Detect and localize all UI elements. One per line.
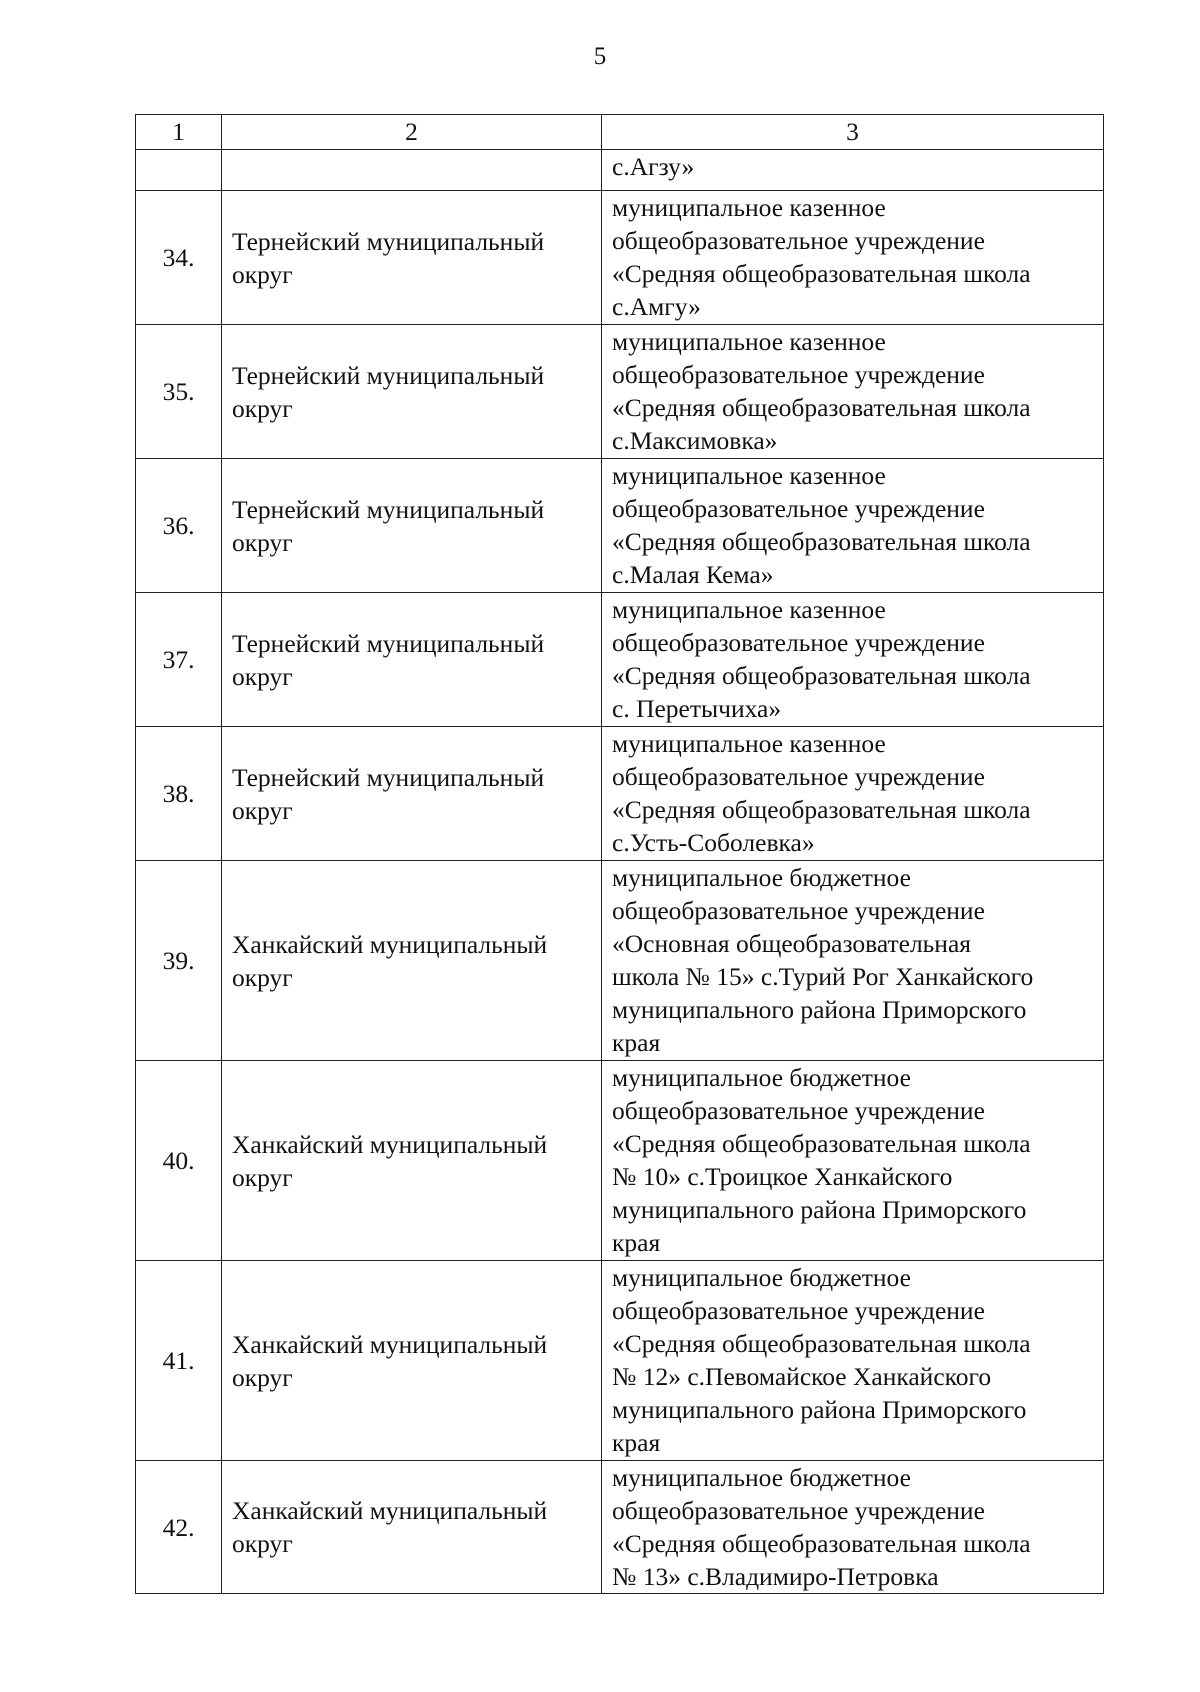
institution-line: муниципальное бюджетное [612, 863, 911, 892]
institutions-table [135, 114, 1104, 1594]
row-number-cell: 40. [136, 1061, 222, 1261]
table-row [136, 861, 1104, 1061]
district-line: округ [232, 393, 293, 423]
institution-cell [602, 150, 1104, 191]
institution-line: края [612, 1428, 661, 1457]
institution-line: с.Агзу» [612, 152, 695, 181]
row-number-cell: 34. [136, 191, 222, 325]
district-line: округ [232, 259, 293, 289]
institution-line: «Средняя общеобразовательная школа [612, 1329, 1031, 1358]
table-row [136, 727, 1104, 861]
page-number: 5 [593, 43, 607, 70]
continuation-row [136, 150, 1104, 191]
institution-line: общеобразовательное учреждение [612, 226, 985, 255]
institution-line: края [612, 1028, 661, 1057]
institution-line: с.Амгу» [612, 292, 701, 321]
row-number-cell: 41. [136, 1261, 222, 1461]
header-col-1: 1 [136, 115, 222, 150]
district-cell [222, 459, 602, 593]
district-line: Ханкайский муниципальный [232, 929, 548, 959]
institution-line: общеобразовательное учреждение [612, 1496, 985, 1525]
district-cell [222, 150, 602, 191]
district-cell [222, 1061, 602, 1261]
row-number-cell: 36. [136, 459, 222, 593]
institution-line: с.Малая Кема» [612, 560, 774, 589]
institution-line: общеобразовательное учреждение [612, 1296, 985, 1325]
institution-line: с. Перетычиха» [612, 694, 782, 723]
institution-line: «Основная общеобразовательная [612, 929, 972, 958]
institution-line: школа № 15» с.Турий Рог Ханкайского [612, 962, 1034, 991]
institution-line: «Средняя общеобразовательная школа [612, 1129, 1031, 1158]
district-line: Тернейский муниципальный [232, 360, 545, 390]
table-row [136, 1261, 1104, 1461]
institution-cell [602, 1261, 1104, 1461]
institution-line: «Средняя общеобразовательная школа [612, 527, 1031, 556]
district-line: округ [232, 962, 293, 992]
district-line: округ [232, 1529, 293, 1558]
district-line: округ [232, 1362, 293, 1392]
district-cell [222, 325, 602, 459]
district-line: Ханкайский муниципальный [232, 1329, 548, 1359]
institution-cell [602, 727, 1104, 861]
district-line: Тернейский муниципальный [232, 628, 545, 658]
institution-line: муниципальное казенное [612, 327, 886, 356]
district-line: Тернейский муниципальный [232, 494, 545, 524]
institution-line: «Средняя общеобразовательная школа [612, 795, 1031, 824]
institution-line: «Средняя общеобразовательная школа [612, 1529, 1031, 1558]
institution-line: муниципального района Приморского [612, 995, 1027, 1024]
institution-line: с.Усть-Соболевка» [612, 828, 815, 857]
district-line: Тернейский муниципальный [232, 762, 545, 792]
row-number-cell [136, 150, 222, 191]
institution-line: общеобразовательное учреждение [612, 896, 985, 925]
institution-line: муниципального района Приморского [612, 1195, 1027, 1224]
institution-cell [602, 459, 1104, 593]
institution-line: общеобразовательное учреждение [612, 628, 985, 657]
institution-line: с.Максимовка» [612, 426, 778, 455]
institution-line: муниципального района Приморского [612, 1395, 1027, 1424]
table-row [136, 325, 1104, 459]
district-cell [222, 1461, 602, 1594]
institution-cell [602, 191, 1104, 325]
district-line: Ханкайский муниципальный [232, 1496, 548, 1525]
institution-cell [602, 1461, 1104, 1594]
table-row [136, 593, 1104, 727]
institution-cell [602, 861, 1104, 1061]
institution-line: общеобразовательное учреждение [612, 360, 985, 389]
row-number-cell: 35. [136, 325, 222, 459]
institution-line: муниципальное казенное [612, 729, 886, 758]
institution-line: «Средняя общеобразовательная школа [612, 661, 1031, 690]
institution-line: «Средняя общеобразовательная школа [612, 259, 1031, 288]
table-row [136, 191, 1104, 325]
institution-line: «Средняя общеобразовательная школа [612, 393, 1031, 422]
institution-line: муниципальное казенное [612, 595, 886, 624]
institution-line: муниципальное бюджетное [612, 1263, 911, 1292]
district-cell [222, 191, 602, 325]
institution-line: муниципальное казенное [612, 193, 886, 222]
institution-line: муниципальное казенное [612, 461, 886, 490]
institution-line: муниципальное бюджетное [612, 1463, 911, 1492]
institution-line: № 13» с.Владимиро-Петровка [612, 1562, 939, 1591]
district-cell [222, 593, 602, 727]
header-col-3: 3 [602, 115, 1104, 150]
institution-cell [602, 325, 1104, 459]
institution-line: общеобразовательное учреждение [612, 494, 985, 523]
institution-line: общеобразовательное учреждение [612, 762, 985, 791]
district-cell [222, 727, 602, 861]
institution-line: муниципальное бюджетное [612, 1063, 911, 1092]
table-body [136, 115, 1104, 1594]
header-row [136, 115, 1104, 150]
header-col-2: 2 [222, 115, 602, 150]
row-number-cell: 39. [136, 861, 222, 1061]
table-row [136, 1061, 1104, 1261]
district-line: Ханкайский муниципальный [232, 1129, 548, 1159]
table-row [136, 459, 1104, 593]
institution-line: № 12» с.Певомайское Ханкайского [612, 1362, 992, 1391]
district-cell [222, 861, 602, 1061]
institution-line: края [612, 1228, 661, 1257]
district-line: Тернейский муниципальный [232, 226, 545, 256]
district-line: округ [232, 661, 293, 691]
table-row [136, 1461, 1104, 1594]
institution-line: общеобразовательное учреждение [612, 1096, 985, 1125]
institution-cell [602, 1061, 1104, 1261]
row-number-cell: 37. [136, 593, 222, 727]
institution-cell [602, 593, 1104, 727]
row-number-cell: 42. [136, 1461, 222, 1594]
institution-line: № 10» с.Троицкое Ханкайского [612, 1162, 953, 1191]
district-cell [222, 1261, 602, 1461]
district-line: округ [232, 1162, 293, 1192]
district-line: округ [232, 795, 293, 825]
district-line: округ [232, 527, 293, 557]
row-number-cell: 38. [136, 727, 222, 861]
